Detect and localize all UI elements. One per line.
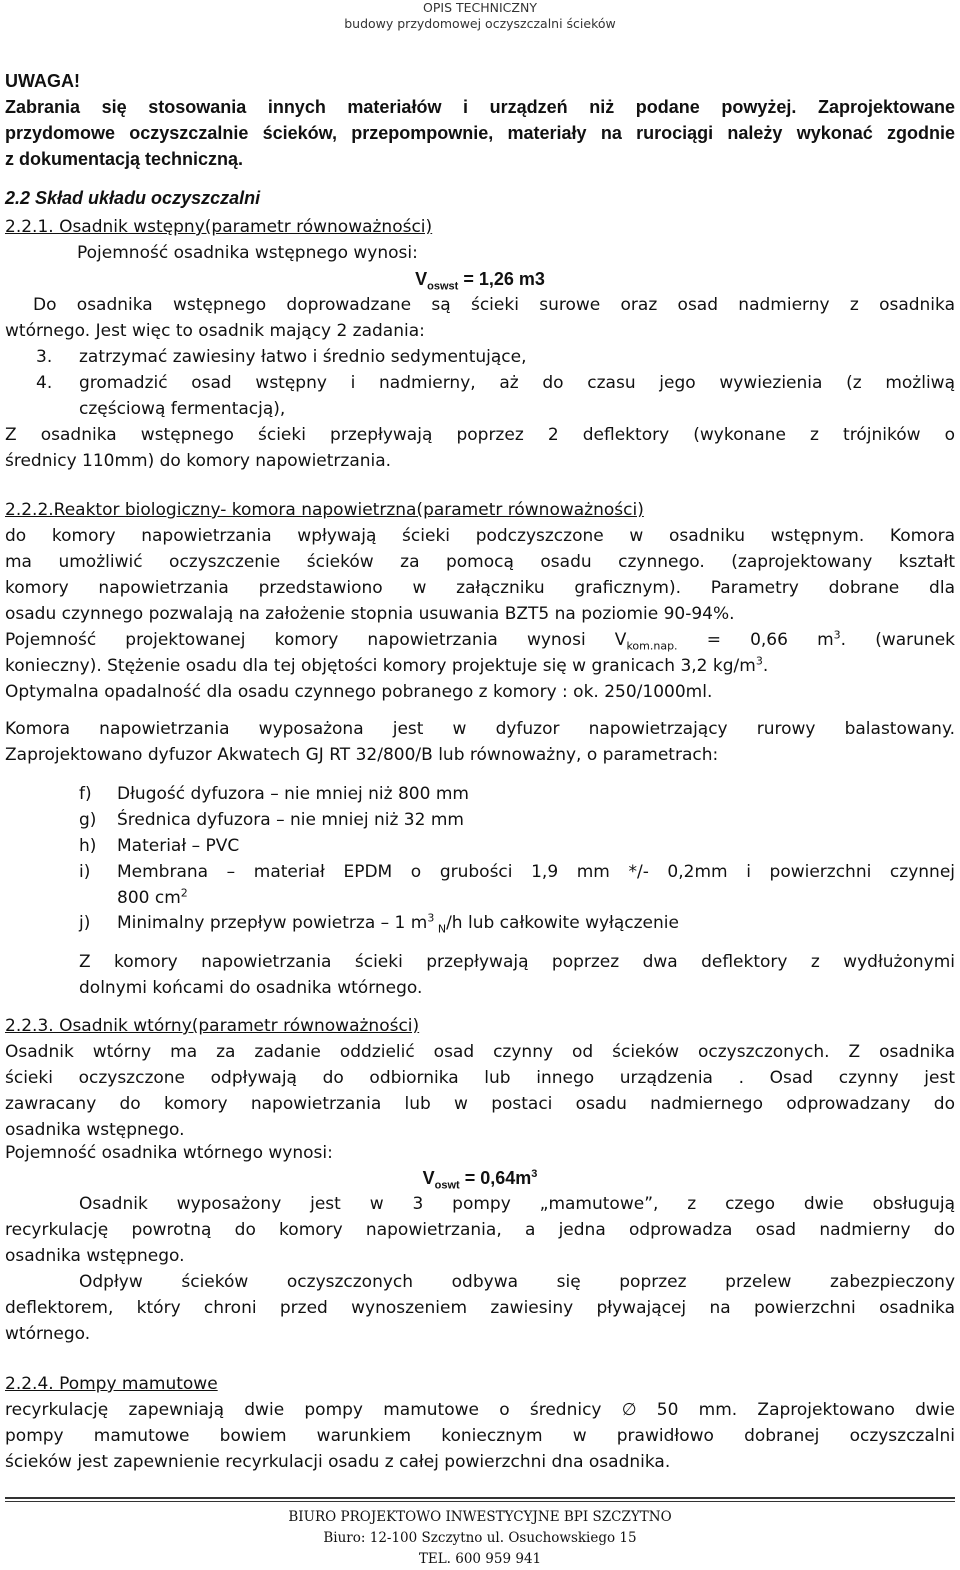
paragraph-line: Osadnik wyposażony jest w 3 pompy „mamutowe”, z czego dwie obsługują xyxy=(79,1194,955,1214)
footer-divider xyxy=(5,1497,955,1499)
paragraph-line: Pojemność projektowanej komory napowietrzania wynosi $V_{kom.nap.} = 0,66$ $m^3$. (warunek xyxy=(5,628,955,653)
list-letter: j) xyxy=(79,913,91,933)
list-letter: h) xyxy=(79,836,97,856)
paragraph-line: Optymalna opadalność dla osadu czynnego pobranego z komory : ok. 250/1000ml. xyxy=(5,682,713,702)
subsection-heading: 2.2.3. Osadnik wtórny(parametr równoważności) xyxy=(5,1016,420,1036)
paragraph-line: deflektorem, który chroni przed wynoszeniem zawiesiny pływającej na powierzchni osadnika xyxy=(5,1298,955,1318)
list-item: Membrana – materiał EPDM o grubości 1,9 mm */- 0,2mm i powierzchni czynnej xyxy=(117,862,955,882)
list-number: 3. xyxy=(36,347,53,367)
list-item: Materiał – PVC xyxy=(117,836,240,856)
list-letter: i) xyxy=(79,862,91,882)
paragraph-line: do komory napowietrzania wpływają ścieki podczyszczone w osadniku wstępnym. Komora xyxy=(5,526,955,546)
paragraph-line: komory napowietrzania przedstawiono w załączniku graficznym). Parametry dobrane dla xyxy=(5,578,955,598)
list-item: Minimalny przepływ powietrza – 1 $m^3$ $_N$/h lub całkowite wyłączenie xyxy=(117,911,679,936)
paragraph-line: osadnika wstępnego. xyxy=(5,1246,185,1266)
capacity-label: Pojemność osadnika wstępnego wynosi: xyxy=(77,243,418,263)
list-item: Długość dyfuzora – nie mniej niż 800 mm xyxy=(117,784,469,804)
paragraph-line: ścieki oczyszczone odpływają do odbiornika lub innego urządzenia . Osad czynny jest xyxy=(5,1068,955,1088)
subsection-heading: 2.2.1. Osadnik wstępny(parametr równoważności) xyxy=(5,217,433,237)
footer-divider-thin xyxy=(5,1501,955,1502)
paragraph-line: osadnika wstępnego. xyxy=(5,1120,185,1140)
paragraph-line: konieczny). Stężenie osadu dla tej objętości komory projektuje się w granicach 3,2 $kg/m^3$. xyxy=(5,654,769,676)
paragraph-line: wtórnego. Jest więc to osadnik mający 2 zadania: xyxy=(5,321,425,341)
subsection-heading: 2.2.4. Pompy mamutowe xyxy=(5,1374,218,1394)
footer-address: Biuro: 12-100 Szczytno ul. Osuchowskiego 15 xyxy=(323,1530,637,1546)
formula-primary-settler: $V_{oswst} = 1,26$ m3 xyxy=(415,269,545,293)
paragraph-line: dolnymi końcami do osadnika wtórnego. xyxy=(79,978,423,998)
list-item: zatrzymać zawiesiny łatwo i średnio sedymentujące, xyxy=(79,347,527,367)
warning-line: Zabrania się stosowania innych materiałów i urządzeń niż podane powyżej. Zaprojektowane xyxy=(5,97,955,117)
list-item-cont: częściową fermentacją), xyxy=(79,399,286,419)
paragraph-line: ścieków jest zapewnienie recyrkulacji osadu z całej powierzchni dna osadnika. xyxy=(5,1452,671,1472)
paragraph-line: recyrkulację zapewniają dwie pompy mamutowe o średnicy ∅ 50 mm. Zaprojektowano dwie xyxy=(5,1400,955,1420)
footer-company: BIURO PROJEKTOWO INWESTYCYJNE BPI SZCZYTNO xyxy=(288,1509,672,1525)
paragraph-line: Z komory napowietrzania ścieki przepływają poprzez dwa deflektory z wydłużonymi xyxy=(79,952,955,972)
section-heading: 2.2 Skład układu oczyszczalni xyxy=(5,188,261,208)
paragraph-line: Odpływ ścieków oczyszczonych odbywa się poprzez przelew zabezpieczony xyxy=(79,1272,955,1292)
paragraph-line: recyrkulację powrotną do komory napowietrzania, a jedna odprowadza osad nadmierny do xyxy=(5,1220,955,1240)
page-header xyxy=(0,0,960,32)
capacity-label: Pojemność osadnika wtórnego wynosi: xyxy=(5,1143,333,1163)
warning-line: z dokumentacją techniczną. xyxy=(5,149,244,169)
paragraph-line: Do osadnika wstępnego doprowadzane są ścieki surowe oraz osad nadmierny z osadnika xyxy=(33,295,955,315)
formula-secondary-settler: $V_{oswt} = 0,64m^3$ xyxy=(422,1168,538,1192)
list-letter: f) xyxy=(79,784,92,804)
paragraph-line: pompy mamutowe bowiem warunkiem koniecznym w prawidłowo dobranej oczyszczalni xyxy=(5,1426,955,1446)
list-number: 4. xyxy=(36,373,53,393)
footer-phone: TEL. 600 959 941 xyxy=(418,1551,542,1567)
paragraph-line: Z osadnika wstępnego ścieki przepływają poprzez 2 deflektory (wykonane z trójników o xyxy=(5,425,955,445)
paragraph-line: zawracany do komory napowietrzania lub w postaci osadu nadmiernego odprowadzany do xyxy=(5,1094,955,1114)
header-title: OPIS TECHNICZNY xyxy=(423,0,537,15)
list-item-cont: 800 $cm^2$ xyxy=(117,886,188,908)
list-item: Średnica dyfuzora – nie mniej niż 32 mm xyxy=(117,810,464,830)
paragraph-line: wtórnego. xyxy=(5,1324,91,1344)
header-subtitle: budowy przydomowej oczyszczalni ścieków xyxy=(344,16,616,31)
paragraph-line: Komora napowietrzania wyposażona jest w dyfuzor napowietrzający rurowy balastowany. xyxy=(5,719,955,739)
warning-line: przydomowe oczyszczalnie ścieków, przepompownie, materiały na rurociągi należy wykonać zgodnie xyxy=(5,123,955,143)
list-item: gromadzić osad wstępny i nadmierny, aż do czasu jego wywiezienia (z możliwą xyxy=(79,373,955,393)
paragraph-line: ma umożliwić oczyszczenie ścieków za pomocą osadu czynnego. (zaprojektowany kształt xyxy=(5,552,955,572)
paragraph-line: osadu czynnego pozwalają na założenie stopnia usuwania BZT5 na poziomie 90-94%. xyxy=(5,604,735,624)
paragraph-line: Zaprojektowano dyfuzor Akwatech GJ RT 32/800/B lub równoważny, o parametrach: xyxy=(5,745,719,765)
warning-title: UWAGA! xyxy=(5,71,80,91)
paragraph-line: Osadnik wtórny ma za zadanie oddzielić osad czynny od ścieków oczyszczonych. Z osadnika xyxy=(5,1042,955,1062)
paragraph-line: średnicy 110mm) do komory napowietrzania. xyxy=(5,451,392,471)
list-letter: g) xyxy=(79,810,97,830)
subsection-heading: 2.2.2.Reaktor biologiczny- komora napowietrzna(parametr równoważności) xyxy=(5,500,644,520)
